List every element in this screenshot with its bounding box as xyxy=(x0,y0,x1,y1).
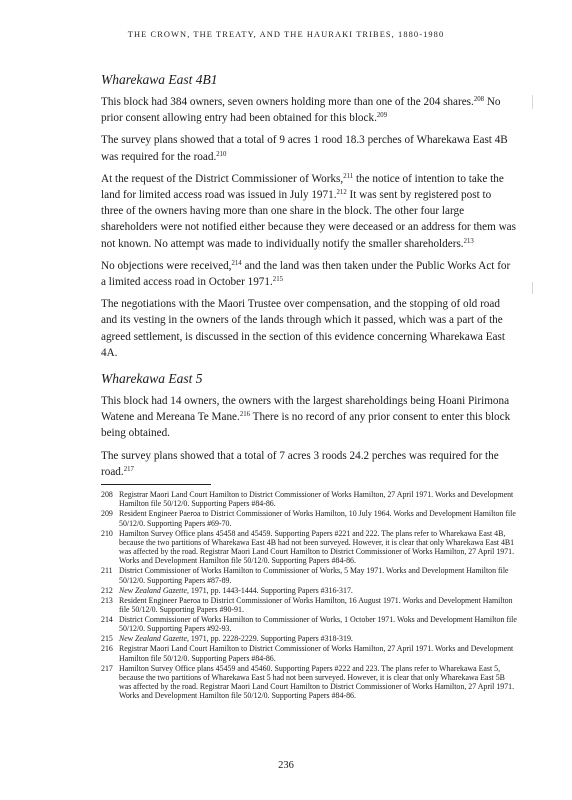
text-run: Resident Engineer Paeroa to District Commissioner of Works Hamilton, 10 July 1964. Works and Development Hamilton file 50/12/0. Supporting Papers #69-70. xyxy=(119,509,516,528)
footnote xyxy=(101,566,519,584)
italic-text: New Zealand Gazette xyxy=(119,585,187,595)
margin-mark xyxy=(532,95,533,109)
footnote xyxy=(101,529,519,566)
footnote-ref: 208 xyxy=(473,96,485,103)
text-run: No objections were received, xyxy=(101,259,232,272)
text-run: At the request of the District Commissioner of Works, xyxy=(101,172,344,185)
text-run: The survey plans showed that a total of 9 acres 1 rood 18.3 perches of Wharekawa East 4B was required for the road. xyxy=(101,134,508,163)
text-run: , 1971, pp. 1443-1444. Supporting Papers #316-317. xyxy=(186,585,353,595)
footnote-ref: 214 xyxy=(231,259,242,267)
footnote-number: 212 xyxy=(101,585,113,595)
footnote-text xyxy=(119,644,519,662)
footnote xyxy=(101,586,519,595)
footnote-number: 209 xyxy=(101,509,113,519)
text-run: Resident Engineer Paeroa to District Commissioner of Works Hamilton, 16 August 1971. Works and Development Hamilton file 50/12/0. Supporting Papers #90-91. xyxy=(119,595,513,614)
footnote-rule xyxy=(101,484,211,485)
text-run: The survey plans showed that a total of 7 acres 3 roods 24.2 perches was required for the road. xyxy=(101,449,499,478)
body-paragraph xyxy=(101,448,516,480)
body-paragraph xyxy=(101,393,516,442)
footnote-ref: 213 xyxy=(463,237,474,245)
footnote-ref: 217 xyxy=(123,465,134,473)
footnote-number: 217 xyxy=(101,663,113,673)
footnote xyxy=(101,634,519,643)
footnote-text xyxy=(119,566,519,584)
footnote-text xyxy=(119,529,519,566)
text-run: No prior consent allowing entry had been obtained for this block. xyxy=(101,96,501,125)
body-paragraph xyxy=(101,171,516,252)
section-heading: Wharekawa East 4B1 xyxy=(101,72,218,87)
body-paragraph xyxy=(101,296,516,361)
text-run: This block had 384 owners, seven owners holding more than one of the 204 shares. xyxy=(101,96,474,108)
footnote-text xyxy=(119,634,519,643)
footnote-text xyxy=(119,586,519,595)
text-run: Hamilton Survey Office plans 45458 and 45459. Supporting Papers #221 and 222. The plans refer to Wharekawa East 4B, because the two partitions of Wharekawa East 4B had not been surveyed. However, it is clear that only Wharekawa East 4B1 was affected by the road. Registrar Maori Land Court Hamilton to District Commissioner of Works Hamilton, 27 April 1971. Works and Development Hamilton file 50/12/0. Supporting Papers #84-86. xyxy=(119,528,515,566)
footnote-text xyxy=(119,664,519,701)
body-paragraph xyxy=(101,94,516,126)
margin-mark xyxy=(532,282,533,294)
text-run: , 1971, pp. 2228-2229. Supporting Papers #318-319. xyxy=(186,634,353,644)
footnote-number: 214 xyxy=(101,614,113,624)
text-run: Registrar Maori Land Court Hamilton to District Commissioner of Works Hamilton, 27 April 1971. Works and Development Hamilton file 50/12/0. Supporting Papers #84-86. xyxy=(119,644,514,663)
text-run: It was sent by registered post to three of the owners having more than one share in the block. The other four large shareholders were not notified either because they were deceased or an address for them was not known. No attempt was made to individually notify the smaller shareholders. xyxy=(101,189,517,250)
footnote xyxy=(101,615,519,633)
text-run: This block had 14 owners, the owners with the largest shareholdings being Hoani Pirimona Watene and Mereana Te Mane. xyxy=(101,395,510,424)
page-number: 236 xyxy=(278,760,294,771)
footnote-ref: 215 xyxy=(272,276,283,284)
body-paragraph xyxy=(101,258,516,290)
footnote-ref: 212 xyxy=(336,189,347,197)
running-head: THE CROWN, THE TREATY, AND THE HAURAKI TRIBES, 1880-1980 xyxy=(127,30,445,39)
footnote xyxy=(101,596,519,614)
footnote xyxy=(101,644,519,662)
footnote-ref: 211 xyxy=(343,172,354,180)
body-content xyxy=(101,62,516,486)
footnote-text xyxy=(119,490,519,508)
italic-text: New Zealand Gazette xyxy=(119,634,187,644)
footnote-ref: 210 xyxy=(216,150,227,158)
footnote xyxy=(101,664,519,701)
text-run: District Commissioner of Works Hamilton to Commissioner of Works, 5 May 1971. Works and Development Hamilton file 50/12/0. Supporting Papers #87-89. xyxy=(119,566,509,585)
text-run: and the land was then taken under the Public Works Act for a limited access road in October 1971. xyxy=(101,259,511,289)
text-run: District Commissioner of Works Hamilton to Commissioner of Works, 1 October 1971. Woks and Development Hamilton file 50/12/0. Supporting Papers #92-93. xyxy=(119,614,517,634)
text-run: Registrar Maori Land Court Hamilton to District Commissioner of Works Hamilton, 27 April 1971. Works and Development Hamilton file 50/12/0. Supporting Papers #84-86. xyxy=(119,490,514,509)
footnote-number: 215 xyxy=(101,634,113,644)
footnote-number: 216 xyxy=(101,644,113,654)
text-run: Hamilton Survey Office plans 45459 and 45460. Supporting Papers #222 and 223. The plans refer to Wharekawa East 5, because the two partitions of Wharekawa East 5 had not been surveyed. However, it is clear that only Wharekawa East 5B was affected by the road. Registrar Maori Land Court Hamilton to District Commissioner of Works Hamilton, 27 April 1971. Works and Development Hamilton file 50/12/0. Supporting Papers #84-86. xyxy=(119,663,515,701)
footnotes xyxy=(101,490,519,701)
footnote-number: 213 xyxy=(101,595,113,605)
body-paragraph xyxy=(101,132,516,164)
footnote xyxy=(101,490,519,508)
footnote xyxy=(101,509,519,527)
footnote-number: 211 xyxy=(101,566,113,576)
text-run: The negotiations with the Maori Trustee over compensation, and the stopping of old road and its vesting in the owners of the lands through which it passed, which was a part of the agreed settlement, is discussed in the section of this evidence concerning Wharekawa East 4A. xyxy=(101,298,505,359)
footnote-number: 208 xyxy=(101,490,113,499)
footnote-text xyxy=(119,509,519,527)
text-run: There is no record of any prior consent to enter this block being obtained. xyxy=(101,411,511,440)
section-heading: Wharekawa East 5 xyxy=(101,371,203,387)
footnote-text xyxy=(119,596,519,614)
footnote-text xyxy=(119,615,519,633)
footnote-ref: 209 xyxy=(376,112,388,120)
footnote-ref: 216 xyxy=(239,411,251,419)
footnote-number: 210 xyxy=(101,528,113,538)
text-run: the notice of intention to take the land for limited access road was issued in July 1971. xyxy=(101,172,504,202)
